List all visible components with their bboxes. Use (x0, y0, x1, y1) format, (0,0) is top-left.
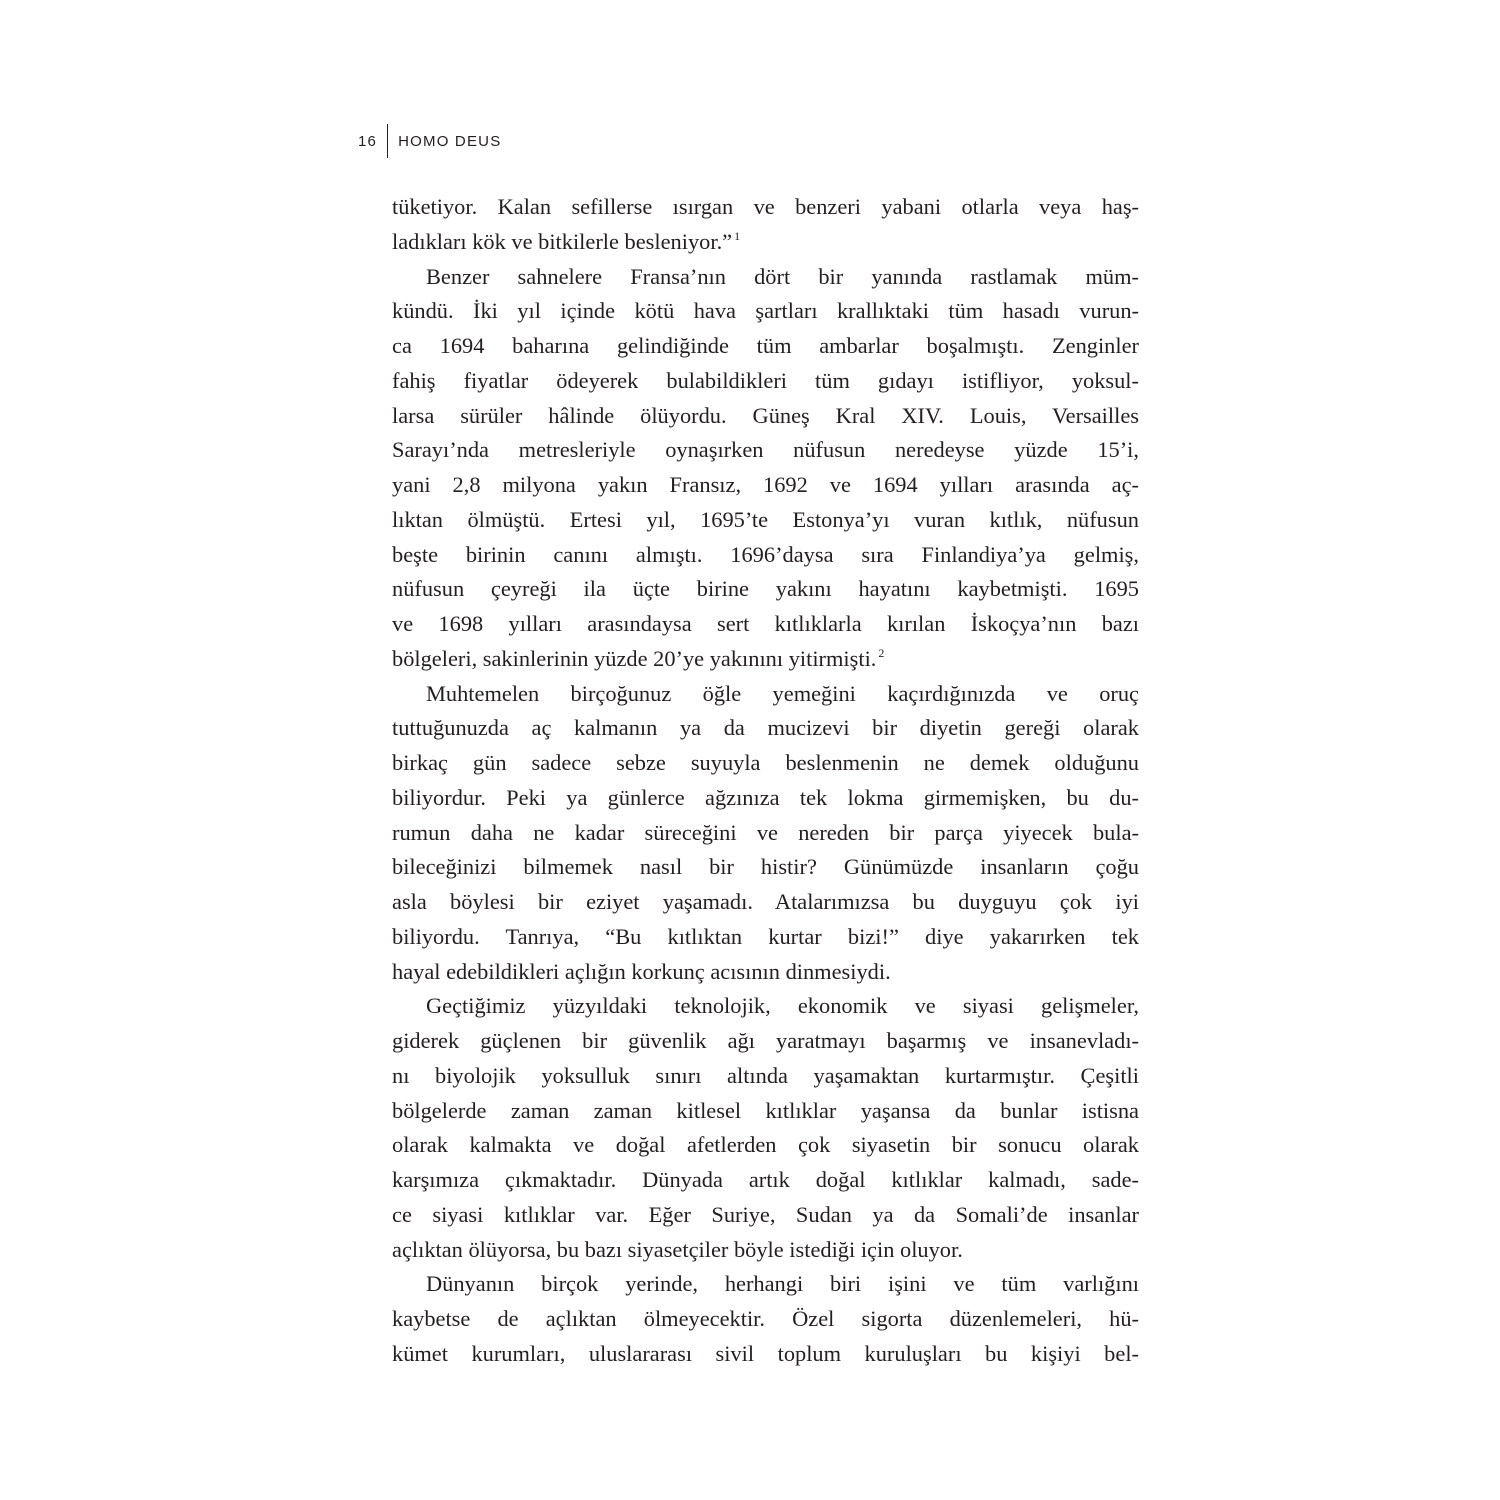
line-text: ce siyasi kıtlıklar var. Eğer Suriye, Sudan ya da Somali’de insanlar (392, 1201, 1139, 1227)
text-line (392, 1094, 1139, 1129)
text-line (392, 1163, 1139, 1198)
text-line (392, 225, 1139, 260)
text-line (392, 885, 1139, 920)
line-text: nüfusun çeyreği ila üçte birine yakını hayatını kaybetmişti. 1695 (392, 576, 1139, 602)
text-line (392, 329, 1139, 364)
text-line (392, 1337, 1139, 1372)
running-header (358, 124, 501, 158)
line-text: bölgelerde zaman zaman kitlesel kıtlıklar yaşansa da bunlar istisna (392, 1097, 1139, 1123)
page-number: 16 (358, 132, 378, 150)
header-divider (387, 124, 388, 158)
text-line (392, 1267, 1139, 1302)
line-text: Muhtemelen birçoğunuz öğle yemeğini kaçırdığınızda ve oruç (426, 680, 1139, 706)
line-text: Benzer sahnelere Fransa’nın dört bir yanında rastlamak müm- (426, 263, 1139, 289)
line-text: biliyordur. Peki ya günlerce ağzınıza tek lokma girmemişken, bu du- (392, 784, 1139, 810)
text-line (392, 468, 1139, 503)
text-line (392, 399, 1139, 434)
text-line (392, 816, 1139, 851)
text-line (392, 503, 1139, 538)
text-line (392, 190, 1139, 225)
line-text: asla böylesi bir eziyet yaşamadı. Atalarımızsa bu duyguyu çok iyi (392, 889, 1139, 914)
line-text: karşımıza çıkmaktadır. Dünyada artık doğal kıtlıklar kalmadı, sade- (392, 1167, 1139, 1192)
line-text: Sarayı’nda metresleriyle oynaşırken nüfusun neredeyse yüzde 15’i, (392, 437, 1139, 463)
footnote-marker: 2 (878, 645, 885, 660)
line-text: beşte birinin canını almıştı. 1696’daysa sıra Finlandiya’ya gelmiş, (392, 541, 1139, 567)
text-line (392, 364, 1139, 399)
line-text: ladıkları kök ve bitkilerle besleniyor.” (392, 228, 733, 254)
line-text: larsa sürüler hâlinde ölüyordu. Güneş Kral XIV. Louis, Versailles (392, 402, 1139, 428)
text-line (392, 607, 1139, 642)
line-text: kaybetse de açlıktan ölmeyecektir. Özel sigorta düzenlemeleri, hü- (392, 1306, 1139, 1331)
text-line (392, 781, 1139, 816)
text-line (392, 1233, 1139, 1268)
line-text: tüketiyor. Kalan sefillerse ısırgan ve benzeri yabani otlarla veya haş- (392, 194, 1139, 219)
text-line (392, 989, 1139, 1024)
footnote-marker: 1 (734, 228, 741, 243)
text-line (392, 1128, 1139, 1163)
line-text: lıktan ölmüştü. Ertesi yıl, 1695’te Estonya’yı vuran kıtlık, nüfusun (392, 506, 1139, 532)
line-text: Geçtiğimiz yüzyıldaki teknolojik, ekonomik ve siyasi gelişmeler, (426, 993, 1139, 1019)
line-text: kümet kurumları, uluslararası sivil toplum kuruluşları bu kişiyi bel- (392, 1340, 1139, 1366)
line-text: giderek güçlenen bir güvenlik ağı yaratmayı başarmış ve insanevladı- (392, 1028, 1139, 1053)
line-text: açlıktan ölüyorsa, bu bazı siyasetçiler böyle istediği için oluyor. (392, 1236, 963, 1262)
line-text: olarak kalmakta ve doğal afetlerden çok siyasetin bir sonucu olarak (392, 1132, 1139, 1158)
text-line (392, 538, 1139, 573)
line-text: Dünyanın birçok yerinde, herhangi biri işini ve tüm varlığını (426, 1271, 1139, 1297)
text-line (392, 260, 1139, 295)
line-text: bölgeleri, sakinlerinin yüzde 20’ye yakınını yitirmişti. (392, 645, 877, 671)
text-line (392, 642, 1139, 677)
text-line (392, 294, 1139, 329)
text-line (392, 1198, 1139, 1233)
line-text: rumun daha ne kadar süreceğini ve nereden bir parça yiyecek bula- (392, 819, 1139, 845)
text-line (392, 1302, 1139, 1337)
book-title: HOMO DEUS (398, 132, 502, 150)
paragraph (392, 989, 1139, 1267)
text-line (392, 746, 1139, 781)
line-text: yani 2,8 milyona yakın Fransız, 1692 ve 1694 yılları arasında aç- (392, 472, 1139, 497)
line-text: biliyordu. Tanrıya, “Bu kıtlıktan kurtar bizi!” diye yakarırken tek (392, 923, 1139, 949)
text-line (392, 433, 1139, 468)
line-text: kündü. İki yıl içinde kötü hava şartları krallıktaki tüm hasadı vurun- (392, 298, 1139, 324)
paragraph (392, 677, 1139, 990)
line-text: hayal edebildikleri açlığın korkunç acısının dinmesiydi. (392, 958, 891, 984)
text-line (392, 850, 1139, 885)
line-text: bileceğinizi bilmemek nasıl bir histir? Günümüzde insanların çoğu (392, 854, 1139, 880)
text-line (392, 711, 1139, 746)
paragraph (392, 1267, 1139, 1371)
text-line (392, 920, 1139, 955)
line-text: fahiş fiyatlar ödeyerek bulabildikleri tüm gıdayı istifliyor, yoksul- (392, 367, 1139, 393)
text-line (392, 1024, 1139, 1059)
line-text: ve 1698 yılları arasındaysa sert kıtlıklarla kırılan İskoçya’nın bazı (392, 611, 1139, 636)
line-text: nı biyolojik yoksulluk sınırı altında yaşamaktan kurtarmıştır. Çeşitli (392, 1062, 1139, 1088)
line-text: tuttuğunuzda aç kalmanın ya da mucizevi bir diyetin gereği olarak (392, 715, 1139, 741)
paragraph (392, 260, 1139, 677)
body-text (392, 190, 1139, 1372)
text-line (392, 955, 1139, 990)
paragraph (392, 190, 1139, 260)
text-line (392, 1059, 1139, 1094)
text-line (392, 677, 1139, 712)
text-line (392, 572, 1139, 607)
line-text: ca 1694 baharına gelindiğinde tüm ambarlar boşalmıştı. Zenginler (392, 333, 1139, 358)
line-text: birkaç gün sadece sebze suyuyla beslenmenin ne demek olduğunu (392, 750, 1139, 775)
